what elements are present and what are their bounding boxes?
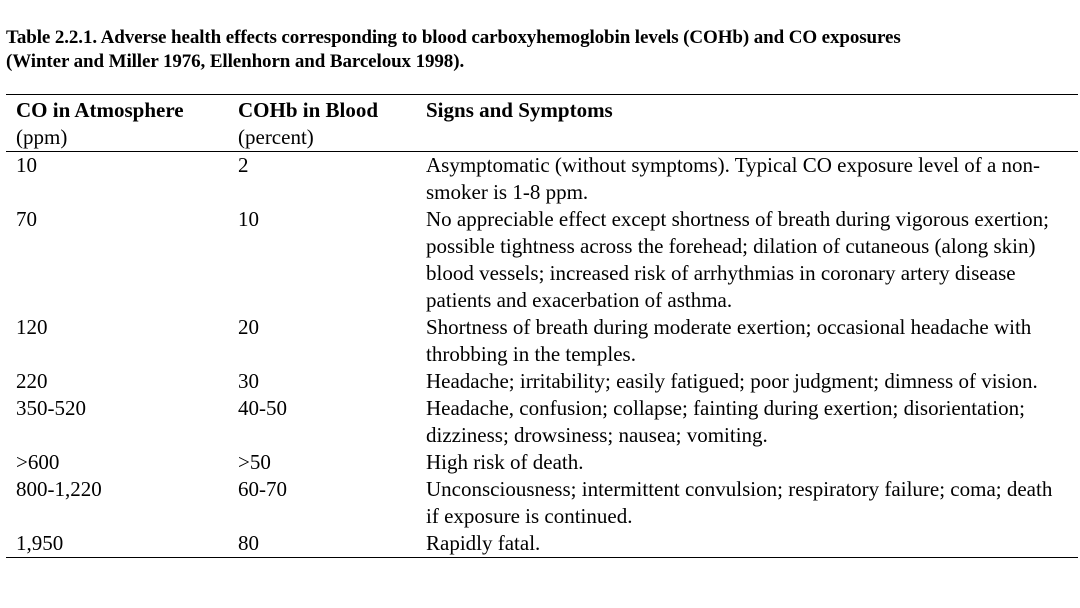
cell-cohb-percent: 80 [238, 531, 259, 555]
caption-line-1: Table 2.2.1. Adverse health effects corresponding to blood carboxyhemoglobin levels (COHb) and CO exposures [6, 27, 901, 48]
header-signs-symptoms [416, 95, 1078, 152]
header-row [6, 95, 1078, 152]
cell-cohb-percent: 30 [238, 369, 259, 393]
cell-co-ppm: >600 [16, 450, 60, 474]
table-row [6, 476, 1078, 530]
table-header [6, 95, 1078, 152]
cell-symptoms: Rapidly fatal. [426, 531, 541, 555]
cell-co-ppm: 220 [16, 369, 48, 393]
caption-line-2: (Winter and Miller 1976, Ellenhorn and Barceloux 1998). [6, 51, 465, 72]
cell-co-ppm: 70 [16, 207, 37, 231]
table-body [6, 152, 1078, 558]
table-row [6, 395, 1078, 449]
table-row [6, 314, 1078, 368]
table-row [6, 152, 1078, 207]
header-signs-symptoms-title: Signs and Symptoms [426, 98, 613, 122]
header-co-atmosphere-title: CO in Atmosphere [16, 98, 184, 122]
table-row [6, 449, 1078, 476]
table-row [6, 530, 1078, 558]
table-caption [6, 26, 1066, 74]
table-row [6, 206, 1078, 314]
cell-co-ppm: 1,950 [16, 531, 64, 555]
header-co-atmosphere-unit: (ppm) [16, 125, 68, 149]
cell-cohb-percent: 10 [238, 207, 259, 231]
header-co-atmosphere [6, 95, 228, 152]
cell-co-ppm: 120 [16, 315, 48, 339]
cell-symptoms: High risk of death. [426, 450, 584, 474]
cell-cohb-percent: 2 [238, 153, 249, 177]
cell-cohb-percent: 20 [238, 315, 259, 339]
cell-cohb-percent: 60-70 [238, 477, 287, 501]
cell-co-ppm: 350-520 [16, 396, 86, 420]
cell-co-ppm: 10 [16, 153, 37, 177]
cell-symptoms: Asymptomatic (without symptoms). Typical CO exposure level of a non-smoker is 1-8 ppm. [426, 153, 1041, 204]
header-cohb-blood-title: COHb in Blood [238, 98, 379, 122]
cell-symptoms: Unconsciousness; intermittent convulsion; respiratory failure; coma; death if exposure is continued. [426, 477, 1053, 528]
cell-symptoms: Headache; irritability; easily fatigued; poor judgment; dimness of vision. [426, 369, 1038, 393]
cell-cohb-percent: 40-50 [238, 396, 287, 420]
cell-cohb-percent: >50 [238, 450, 271, 474]
table-row [6, 368, 1078, 395]
header-cohb-blood [228, 95, 416, 152]
cell-symptoms: Headache, confusion; collapse; fainting during exertion; disorientation; dizziness; drowsiness; nausea; vomiting. [426, 396, 1025, 447]
co-effects-table-container [6, 94, 1078, 558]
cell-symptoms: Shortness of breath during moderate exertion; occasional headache with throbbing in the temples. [426, 315, 1032, 366]
cell-symptoms: No appreciable effect except shortness of breath during vigorous exertion; possible tightness across the forehead; dilation of cutaneous (along skin) blood vessels; increased risk of arrhythmias in coronary artery disease patients and exacerbation of asthma. [426, 207, 1049, 312]
co-effects-table [6, 94, 1078, 558]
header-cohb-blood-unit: (percent) [238, 125, 314, 149]
cell-co-ppm: 800-1,220 [16, 477, 102, 501]
